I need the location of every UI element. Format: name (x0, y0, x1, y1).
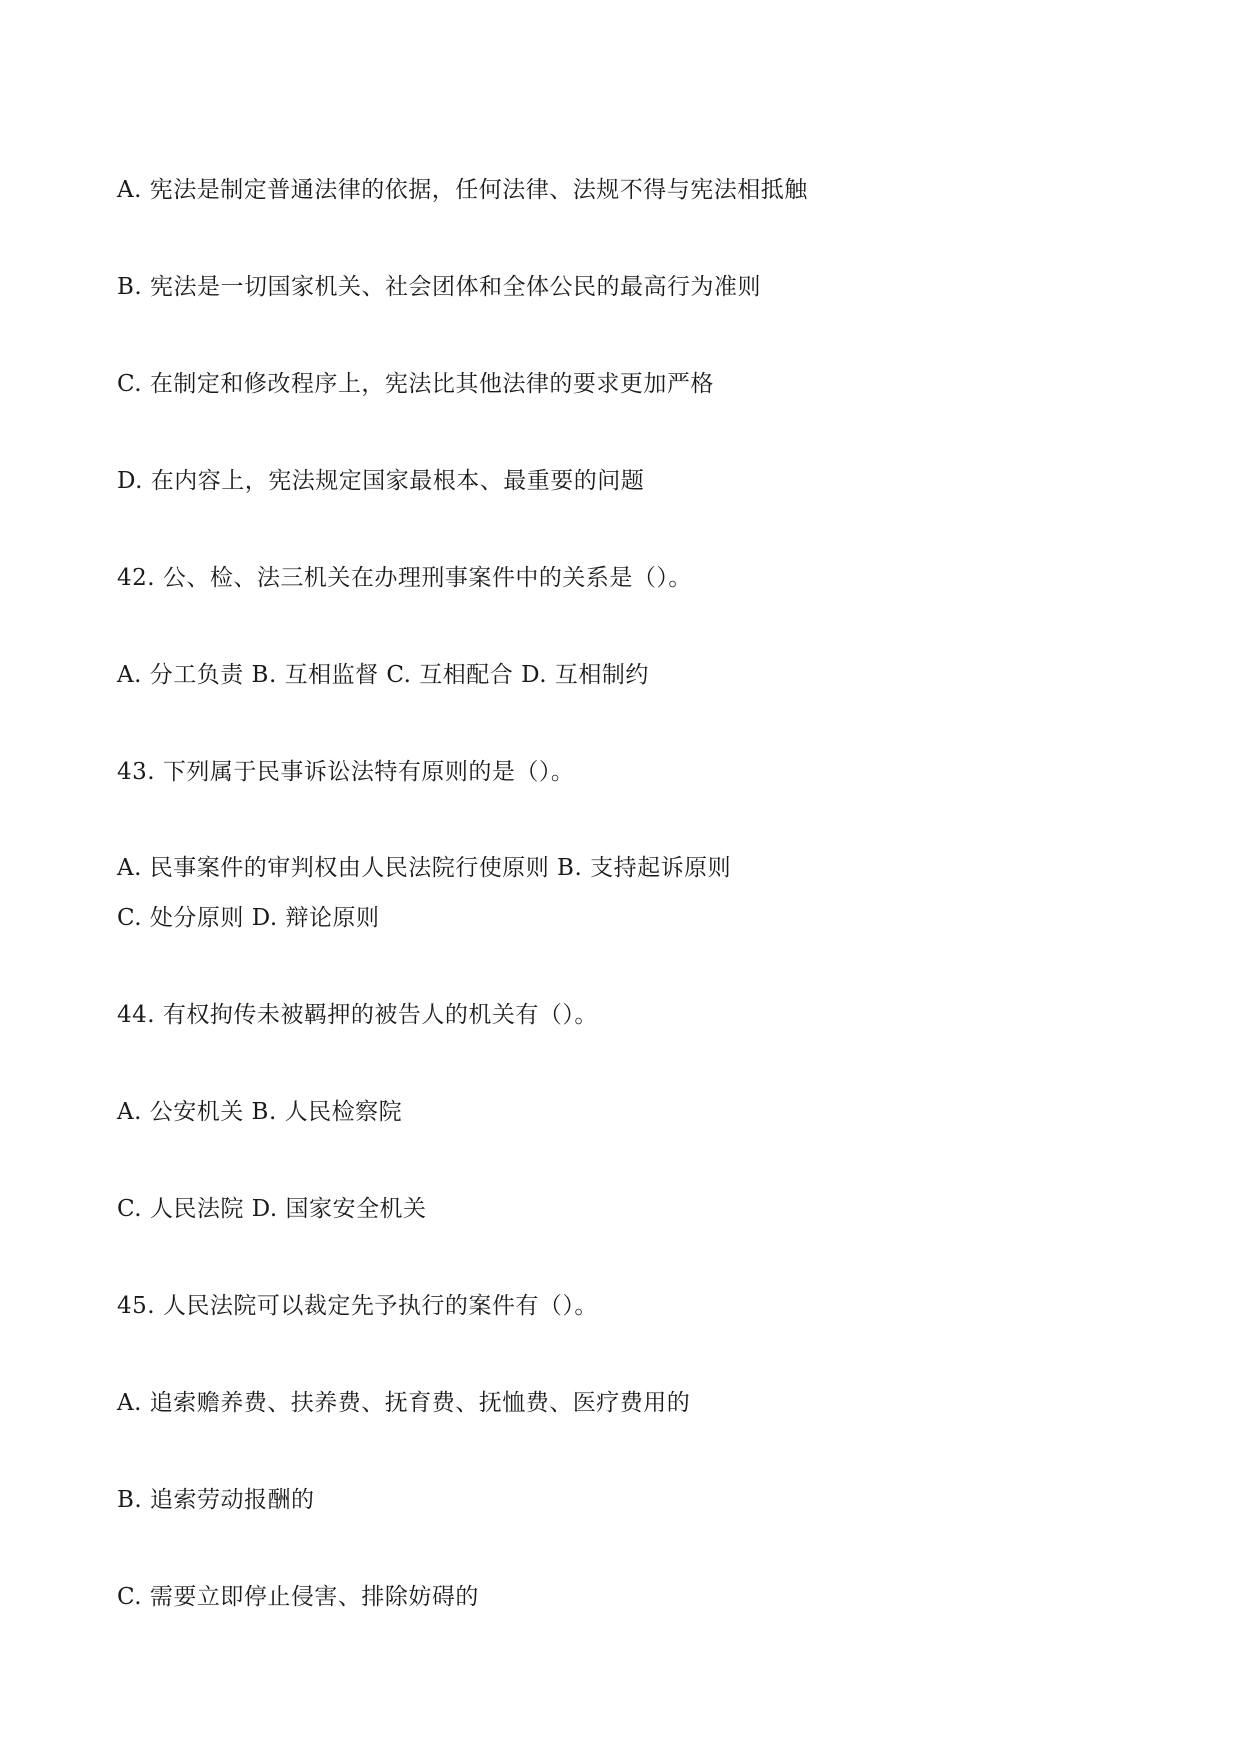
q44-options-cd: C. 人民法院 D. 国家安全机关 (117, 1196, 427, 1222)
q45-option-a: A. 追索赡养费、扶养费、抚育费、抚恤费、医疗费用的 (117, 1390, 691, 1416)
q41-option-a: A. 宪法是制定普通法律的依据，任何法律、法规不得与宪法相抵触 (117, 177, 808, 203)
question-42: 42. 公、检、法三机关在办理刑事案件中的关系是（）。 (117, 565, 692, 591)
q45-option-b: B. 追索劳动报酬的 (117, 1487, 315, 1513)
q43-options-cd: C. 处分原则 D. 辩论原则 (117, 905, 380, 931)
question-44: 44. 有权拘传未被羁押的被告人的机关有（）。 (117, 1002, 598, 1028)
question-45: 45. 人民法院可以裁定先予执行的案件有（）。 (117, 1293, 598, 1319)
q43-options-ab: A. 民事案件的审判权由人民法院行使原则 B. 支持起诉原则 (117, 855, 732, 881)
question-43: 43. 下列属于民事诉讼法特有原则的是（）。 (117, 759, 575, 785)
q41-option-c: C. 在制定和修改程序上，宪法比其他法律的要求更加严格 (117, 371, 714, 397)
q42-options: A. 分工负责 B. 互相监督 C. 互相配合 D. 互相制约 (117, 662, 649, 688)
q41-option-d: D. 在内容上，宪法规定国家最根本、最重要的问题 (117, 468, 645, 494)
q45-option-c: C. 需要立即停止侵害、排除妨碍的 (117, 1584, 479, 1610)
q44-options-ab: A. 公安机关 B. 人民检察院 (117, 1099, 403, 1125)
q41-option-b: B. 宪法是一切国家机关、社会团体和全体公民的最高行为准则 (117, 274, 762, 300)
